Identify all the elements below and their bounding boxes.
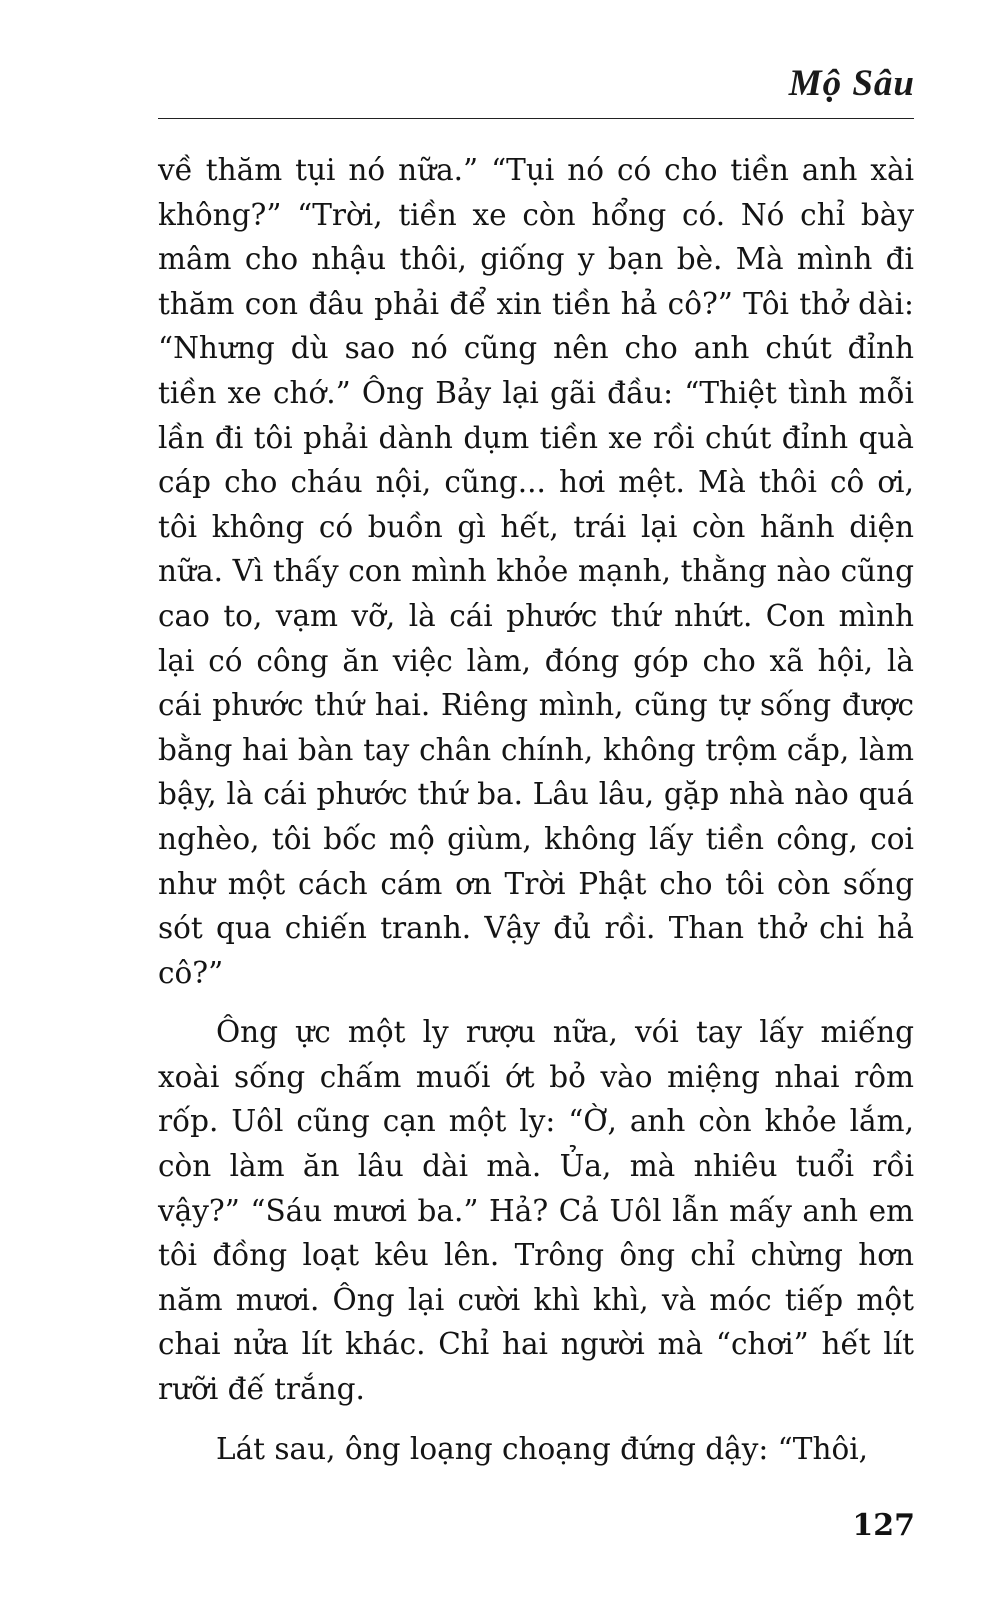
running-header-title: Mộ Sâu [788,63,915,104]
page-body [158,148,914,1471]
paragraph-continued: về thăm tụi nó nữa.” “Tụi nó có cho tiền anh xài không?” “Trời, tiền xe còn hổng có. Nó chỉ bày mâm cho nhậu thôi, giống y bạn bè. Mà mình đi thăm con đâu phải để xin tiền hả cô?” Tôi thở dài: “Nhưng dù sao nó cũng nên cho anh chút đỉnh tiền xe chớ.” Ông Bảy lại gãi đầu: “Thiệt tình mỗi lần đi tôi phải dành dụm tiền xe rồi chút đỉnh quà cáp cho cháu nội, cũng... hơi mệt. Mà thôi cô ơi, tôi không có buồn gì hết, trái lại còn hãnh diện nữa. Vì thấy con mình khỏe mạnh, thằng nào cũng cao to, vạm vỡ, là cái phước thứ nhứt. Con mình lại có công ăn việc làm, đóng góp cho xã hội, là cái phước thứ hai. Riêng mình, cũng tự sống được bằng hai bàn tay chân chính, không trộm cắp, làm bậy, là cái phước thứ ba. Lâu lâu, gặp nhà nào quá nghèo, tôi bốc mộ giùm, không lấy tiền công, coi như một cách cám ơn Trời Phật cho tôi còn sống sót qua chiến tranh. Vậy đủ rồi. Than thở chi hả cô?” [158,153,914,990]
header-divider [158,118,914,119]
paragraph-last: Lát sau, ông loạng choạng đứng dậy: “Thôi, [216,1431,869,1466]
paragraph: Ông ực một ly rượu nữa, vói tay lấy miếng xoài sống chấm muối ớt bỏ vào miệng nhai rôm rốp. Uôl cũng cạn một ly: “Ờ, anh còn khỏe lắm, còn làm ăn lâu dài mà. Ủa, mà nhiêu tuổi rồi vậy?” “Sáu mươi ba.” Hả? Cả Uôl lẫn mấy anh em tôi đồng loạt kêu lên. Trông ông chỉ chừng hơn năm mươi. Ông lại cười khì khì, và móc tiếp một chai nửa lít khác. Chỉ hai người mà “chơi” hết lít rưỡi đế trắng. [158,1015,914,1407]
page-number: 127 [852,1508,915,1543]
